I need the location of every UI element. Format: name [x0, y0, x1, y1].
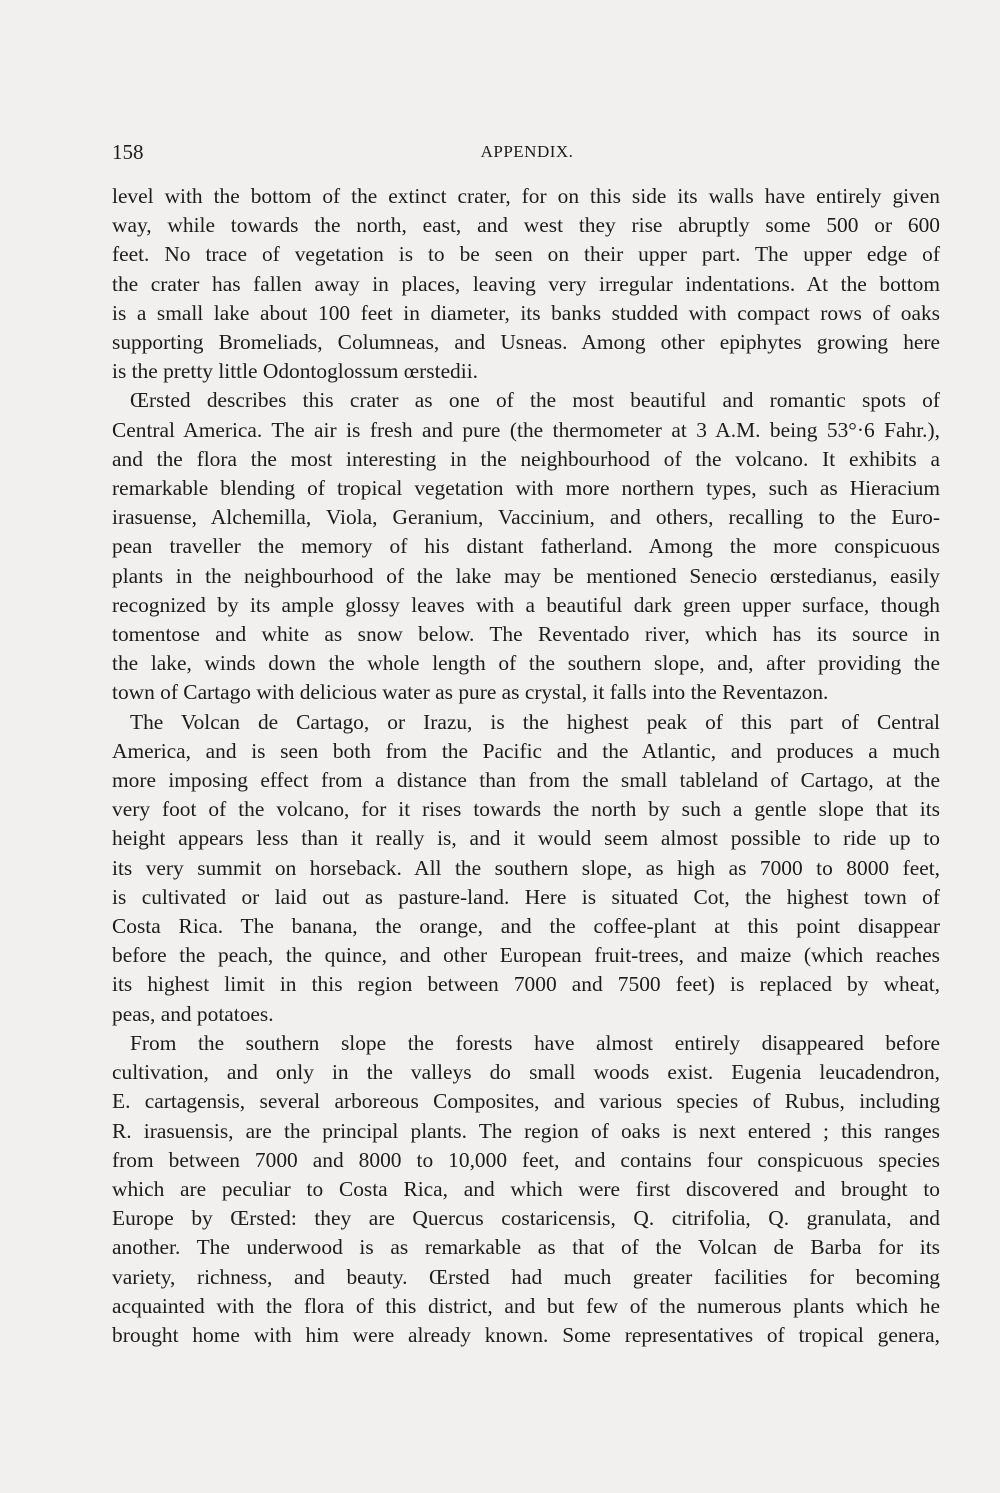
text-line: its very summit on horseback. All the southern slope, as high as 7000 to 8000 feet,	[112, 855, 940, 880]
body-text	[112, 182, 940, 1350]
text-line: supporting Bromeliads, Columneas, and Usneas. Among other epiphytes growing here	[112, 330, 940, 355]
text-line: another. The underwood is as remarkable as that of the Volcan de Barba for its	[112, 1235, 940, 1260]
page-header	[112, 140, 942, 170]
text-line: variety, richness, and beauty. Œrsted had much greater facilities for becoming	[112, 1264, 940, 1289]
text-line: cultivation, and only in the valleys do small woods exist. Eugenia leucadendron,	[112, 1060, 940, 1085]
text-line: brought home with him were already known. Some representatives of tropical genera,	[112, 1322, 940, 1347]
text-line: more imposing effect from a distance than from the small tableland of Cartago, at the	[112, 768, 940, 793]
page-number: 158	[112, 140, 144, 164]
text-line: its highest limit in this region between 7000 and 7500 feet) is replaced by wheat,	[112, 972, 940, 997]
text-line: recognized by its ample glossy leaves with a beautiful dark green upper surface, though	[112, 592, 940, 617]
text-line: Œrsted describes this crater as one of the most beautiful and romantic spots of	[130, 388, 940, 413]
text-line: America, and is seen both from the Pacific and the Atlantic, and produces a much	[112, 738, 940, 763]
text-line: level with the bottom of the extinct crater, for on this side its walls have entirely given	[112, 184, 940, 208]
text-line: peas, and potatoes.	[112, 1001, 274, 1026]
text-line: The Volcan de Cartago, or Irazu, is the highest peak of this part of Central	[130, 709, 940, 734]
text-line: from between 7000 and 8000 to 10,000 feet, and contains four conspicuous species	[112, 1147, 940, 1172]
text-line: acquainted with the flora of this district, and but few of the numerous plants which he	[112, 1293, 940, 1318]
text-line: Costa Rica. The banana, the orange, and the coffee-plant at this point disappear	[112, 914, 940, 939]
text-line: the lake, winds down the whole length of the southern slope, and, after providing the	[112, 651, 940, 676]
text-line: From the southern slope the forests have almost entirely disappeared before	[130, 1030, 940, 1055]
text-line: height appears less than it really is, and it would seem almost possible to ride up to	[112, 826, 940, 851]
text-line: remarkable blending of tropical vegetation with more northern types, such as Hieracium	[112, 476, 940, 501]
text-line: Central America. The air is fresh and pure (the thermometer at 3 A.M. being 53°·6 Fahr.),	[112, 417, 940, 442]
text-line: E. cartagensis, several arboreous Composites, and various species of Rubus, including	[112, 1089, 940, 1114]
text-line: Europe by Œrsted: they are Quercus costaricensis, Q. citrifolia, Q. granulata, and	[112, 1206, 940, 1231]
text-line: is the pretty little Odontoglossum œrstedii.	[112, 359, 478, 384]
text-line: R. irasuensis, are the principal plants. The region of oaks is next entered ; this ranges	[112, 1118, 940, 1143]
text-line: before the peach, the quince, and other European fruit-trees, and maize (which reaches	[112, 943, 940, 968]
text-line: is a small lake about 100 feet in diameter, its banks studded with compact rows of oaks	[112, 300, 940, 325]
text-line: tomentose and white as snow below. The Reventado river, which has its source in	[112, 622, 940, 647]
text-line: plants in the neighbourhood of the lake may be mentioned Senecio œrstedianus, easily	[112, 563, 940, 588]
text-line: irasuense, Alchemilla, Viola, Geranium, Vaccinium, and others, recalling to the Euro-	[112, 505, 940, 530]
text-line: pean traveller the memory of his distant fatherland. Among the more conspicuous	[112, 534, 940, 559]
text-line: is cultivated or laid out as pasture-land. Here is situated Cot, the highest town of	[112, 884, 940, 909]
text-line: the crater has fallen away in places, leaving very irregular indentations. At the bottom	[112, 271, 940, 296]
text-line: and the flora the most interesting in the neighbourhood of the volcano. It exhibits a	[112, 446, 940, 471]
text-line: way, while towards the north, east, and west they rise abruptly some 500 or 600	[112, 213, 940, 238]
text-line: town of Cartago with delicious water as pure as crystal, it falls into the Reventazon.	[112, 680, 829, 705]
text-line: very foot of the volcano, for it rises towards the north by such a gentle slope that its	[112, 797, 940, 822]
text-line: feet. No trace of vegetation is to be seen on their upper part. The upper edge of	[112, 242, 940, 267]
text-line: which are peculiar to Costa Rica, and which were first discovered and brought to	[112, 1176, 940, 1201]
running-head: APPENDIX.	[480, 142, 574, 161]
